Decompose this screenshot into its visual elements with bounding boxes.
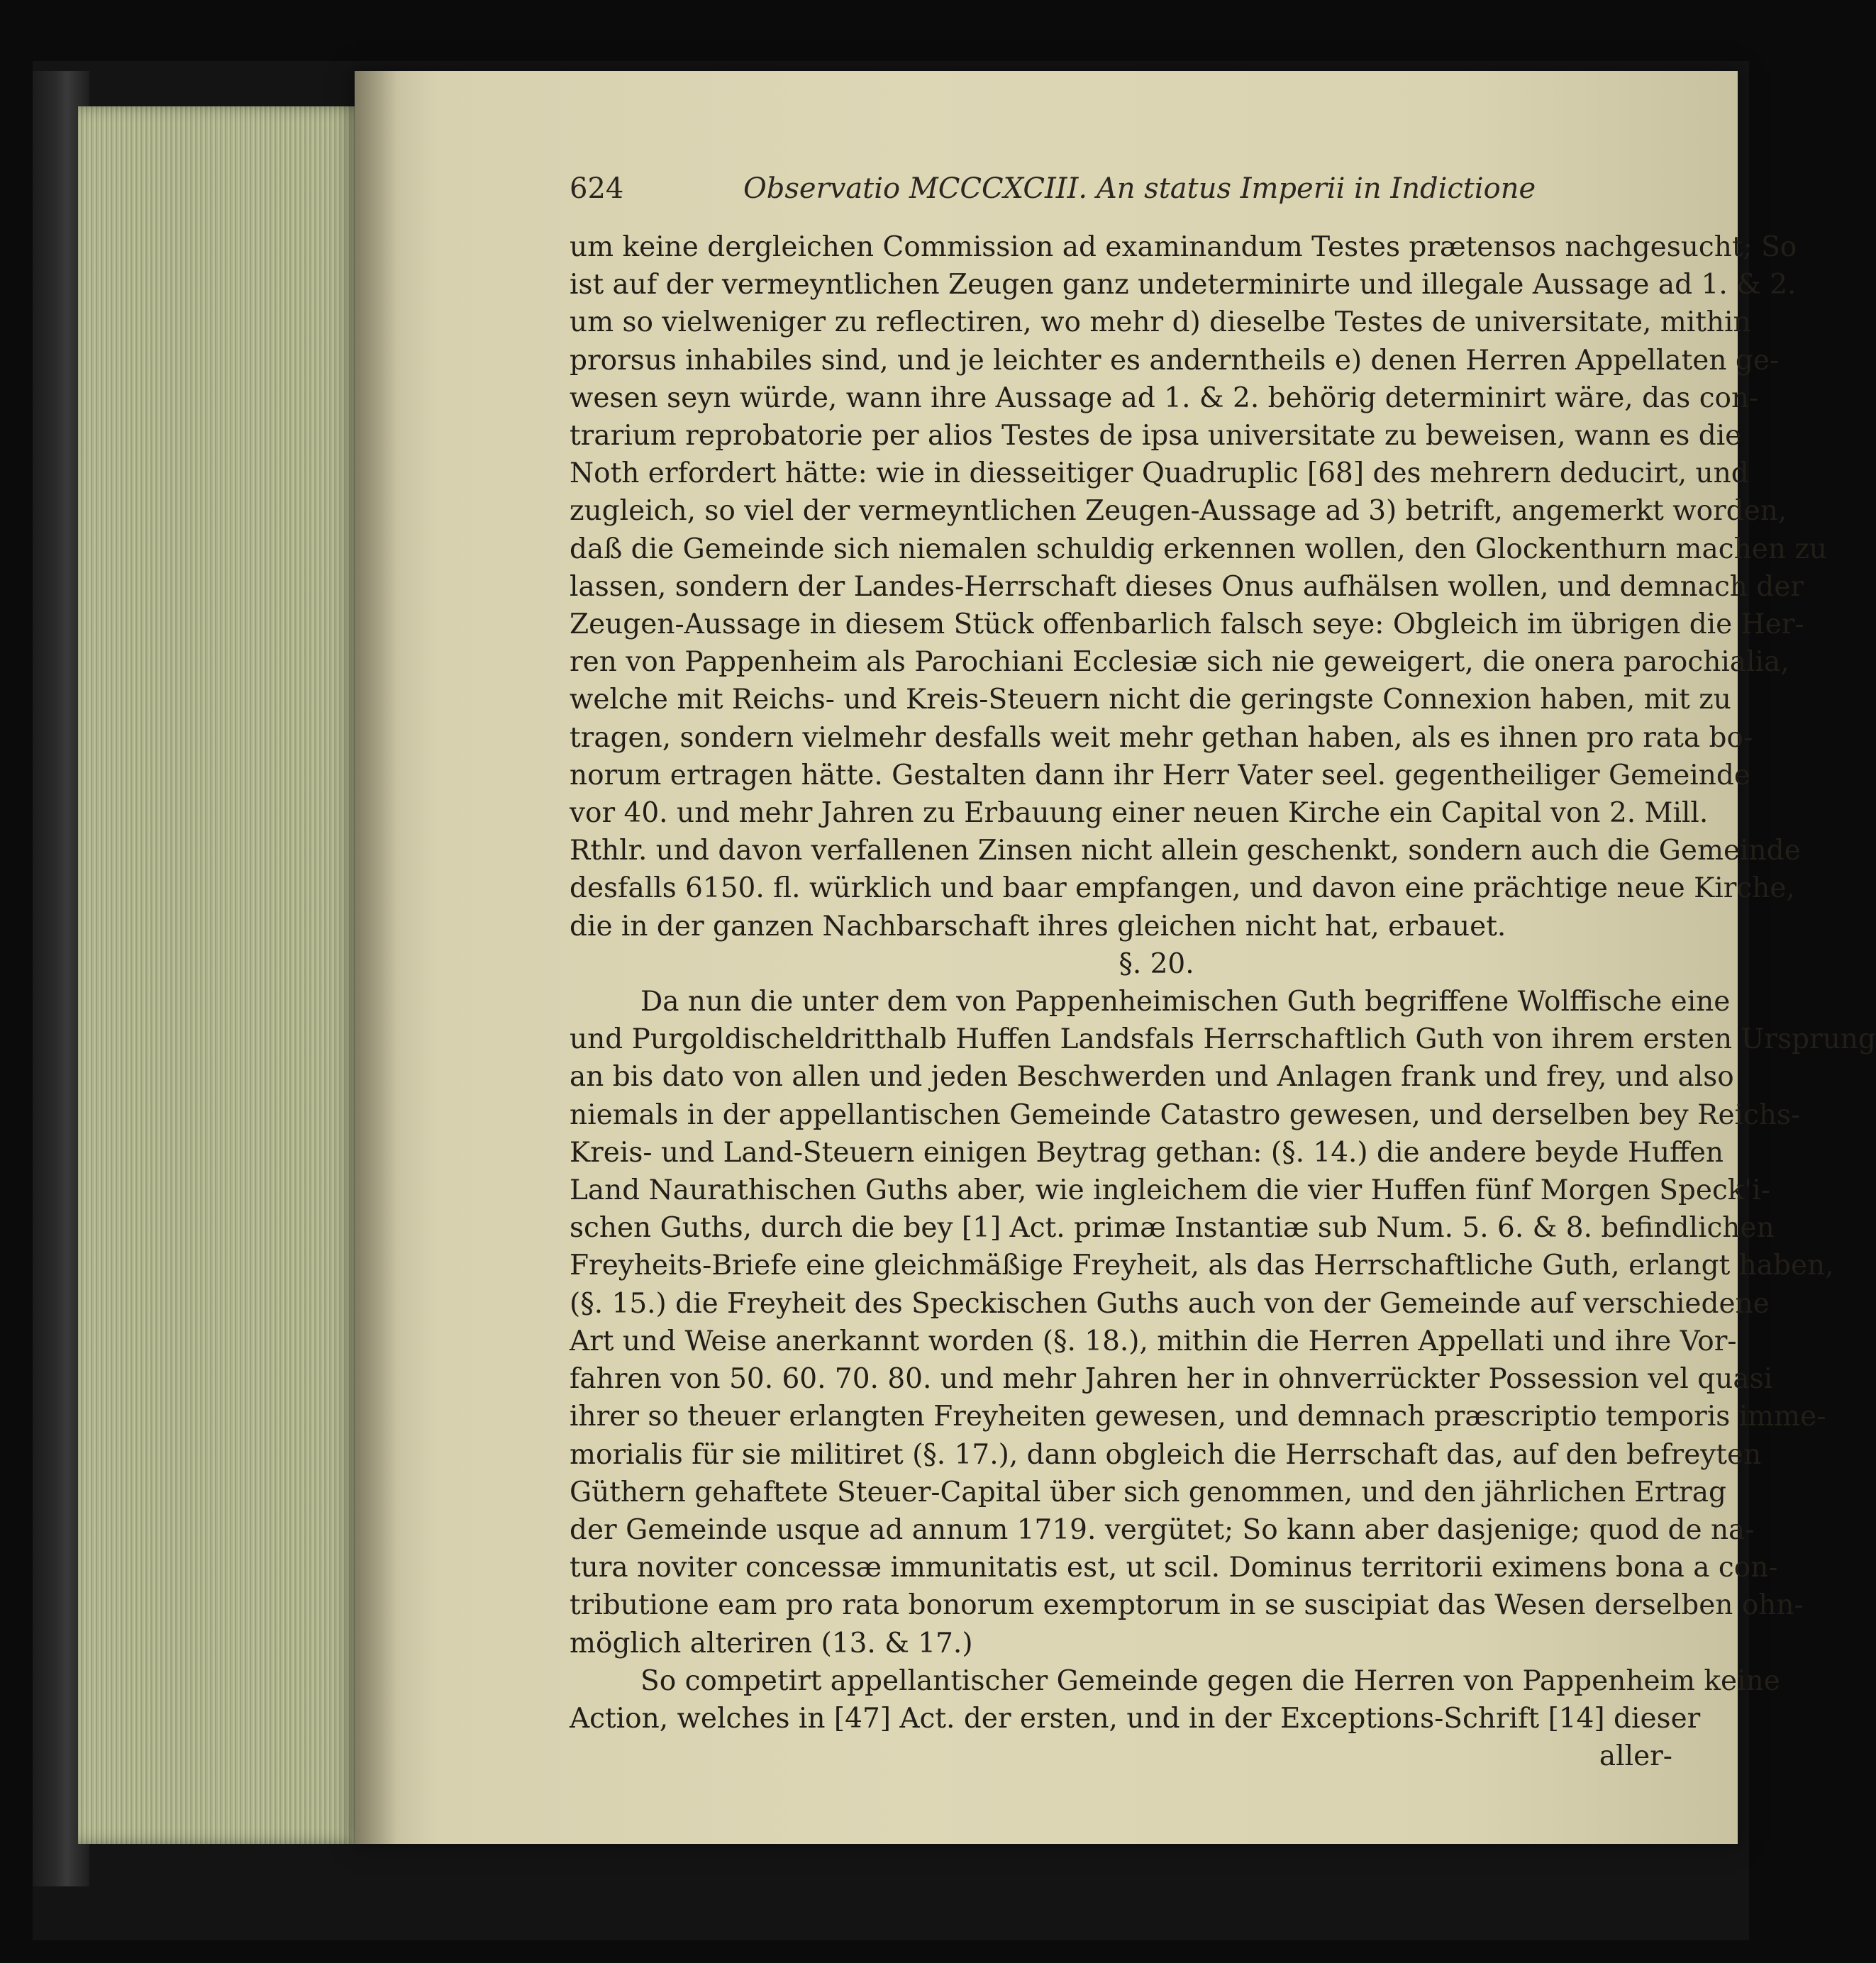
section-heading: §. 20. <box>1119 947 1194 980</box>
text-line: schen Guths, durch die bey [1] Act. primæ Instantiæ sub Num. 5. 6. & 8. befindlichen <box>570 1212 1775 1245</box>
text-line: Güthern gehaftete Steuer-Capital über sich genommen, und den jährlichen Ertrag <box>570 1476 1726 1508</box>
text-line: daß die Gemeinde sich niemalen schuldig erkennen wollen, den Glockenthurn machen zu <box>570 533 1828 565</box>
text-line: tributione eam pro rata bonorum exemptorum in se suscipiat das Wesen derselben ohn- <box>570 1589 1804 1622</box>
text-line: lassen, sondern der Landes-Herrschaft dieses Onus aufhälsen wollen, und demnach der <box>570 570 1804 603</box>
text-line: fahren von 50. 60. 70. 80. und mehr Jahren her in ohnverrückter Possession vel quasi <box>570 1363 1773 1396</box>
page-header <box>570 172 1676 215</box>
text-line: Art und Weise anerkannt worden (§. 18.), mithin die Herren Appellati und ihre Vor- <box>570 1325 1737 1357</box>
gutter-shadow <box>355 71 397 1844</box>
text-line: um so vielweniger zu reflectiren, wo mehr d) dieselbe Testes de universitate, mithin <box>570 306 1751 339</box>
catchword: aller- <box>1599 1740 1672 1773</box>
text-line: wesen seyn würde, wann ihre Aussage ad 1. & 2. behörig determinirt wäre, das con- <box>570 382 1759 414</box>
text-line: tragen, sondern vielmehr desfalls weit mehr gethan haben, als es ihnen pro rata bo- <box>570 721 1753 754</box>
text-line: ren von Pappenheim als Parochiani Ecclesiæ sich nie geweigert, die onera parochialia, <box>570 646 1789 679</box>
text-line: So competirt appellantischer Gemeinde gegen die Herren von Pappenheim keine <box>640 1664 1780 1697</box>
text-line: Noth erfordert hätte: wie in diesseitiger Quadruplic [68] des mehrern deducirt, und <box>570 457 1749 490</box>
body-text <box>570 228 1876 1775</box>
text-line: der Gemeinde usque ad annum 1719. vergütet; So kann aber dasjenige; quod de na- <box>570 1513 1755 1546</box>
text-line: Da nun die unter dem von Pappenheimischen Guth begriffene Wolffische eine <box>640 986 1731 1018</box>
text-line: und Purgoldischeldritthalb Huffen Landsfals Herrschaftlich Guth von ihrem ersten Ursprung <box>570 1023 1876 1056</box>
text-line: (§. 15.) die Freyheit des Speckischen Guths auch von der Gemeinde auf verschiedene <box>570 1287 1770 1320</box>
text-line: Action, welches in [47] Act. der ersten, und in der Exceptions-Schrift [14] dieser <box>570 1702 1701 1735</box>
text-line: möglich alteriren (13. & 17.) <box>570 1627 973 1659</box>
page-number: 624 <box>570 172 624 205</box>
text-line: die in der ganzen Nachbarschaft ihres gleichen nicht hat, erbauet. <box>570 910 1506 942</box>
running-title: Observatio MCCCXCIII. An status Imperii in Indictione <box>743 172 1536 205</box>
text-line: Rthlr. und davon verfallenen Zinsen nicht allein geschenkt, sondern auch die Gemeinde <box>570 835 1801 867</box>
text-line: ist auf der vermeyntlichen Zeugen ganz undeterminirte und illegale Aussage ad 1. & 2. <box>570 269 1797 301</box>
paragraph-section-20 <box>570 983 1876 1662</box>
text-line: prorsus inhabiles sind, und je leichter es anderntheils e) denen Herren Appellaten ge- <box>570 344 1780 377</box>
text-line: Freyheits-Briefe eine gleichmäßige Freyheit, als das Herrschaftliche Guth, erlangt haben, <box>570 1250 1834 1282</box>
text-line: welche mit Reichs- und Kreis-Steuern nicht die geringste Connexion haben, mit zu <box>570 684 1731 716</box>
text-line: Kreis- und Land-Steuern einigen Beytrag gethan: (§. 14.) die andere beyde Huffen <box>570 1136 1724 1169</box>
text-line: morialis für sie militiret (§. 17.), dann obgleich die Herrschaft das, auf den befreyten <box>570 1438 1762 1471</box>
text-line: zugleich, so viel der vermeyntlichen Zeugen-Aussage ad 3) betrift, angemerkt worden, <box>570 495 1787 528</box>
text-line: tura noviter concessæ immunitatis est, ut scil. Dominus territorii eximens bona a con- <box>570 1552 1778 1584</box>
text-line: ihrer so theuer erlangten Freyheiten gewesen, und demnach præscriptio temporis imme- <box>570 1401 1826 1433</box>
text-line: Zeugen-Aussage in diesem Stück offenbarlich falsch seye: Obgleich im übrigen die Her- <box>570 608 1804 641</box>
paragraph-conclusion <box>570 1662 1780 1737</box>
text-line: vor 40. und mehr Jahren zu Erbauung einer neuen Kirche ein Capital von 2. Mill. <box>570 797 1709 830</box>
text-line: an bis dato von allen und jeden Beschwerden und Anlagen frank und frey, und also <box>570 1061 1734 1094</box>
text-line: trarium reprobatorie per alios Testes de ipsa universitate zu beweisen, wann es die <box>570 420 1742 452</box>
text-line: um keine dergleichen Commission ad examinandum Testes prætensos nachgesucht; So <box>570 231 1797 263</box>
text-line: Land Naurathischen Guths aber, wie ingleichem die vier Huffen fünf Morgen Speck'i- <box>570 1174 1770 1207</box>
text-line: desfalls 6150. fl. würklich und baar empfangen, und davon eine prächtige neue Kirche, <box>570 872 1795 905</box>
text-line: norum ertragen hätte. Gestalten dann ihr Herr Vater seel. gegentheiliger Gemeinde <box>570 759 1750 791</box>
text-line: niemals in der appellantischen Gemeinde Catastro gewesen, und derselben bey Reichs- <box>570 1099 1801 1131</box>
paragraph-continuation <box>570 228 1828 945</box>
page-edges <box>78 106 362 1844</box>
